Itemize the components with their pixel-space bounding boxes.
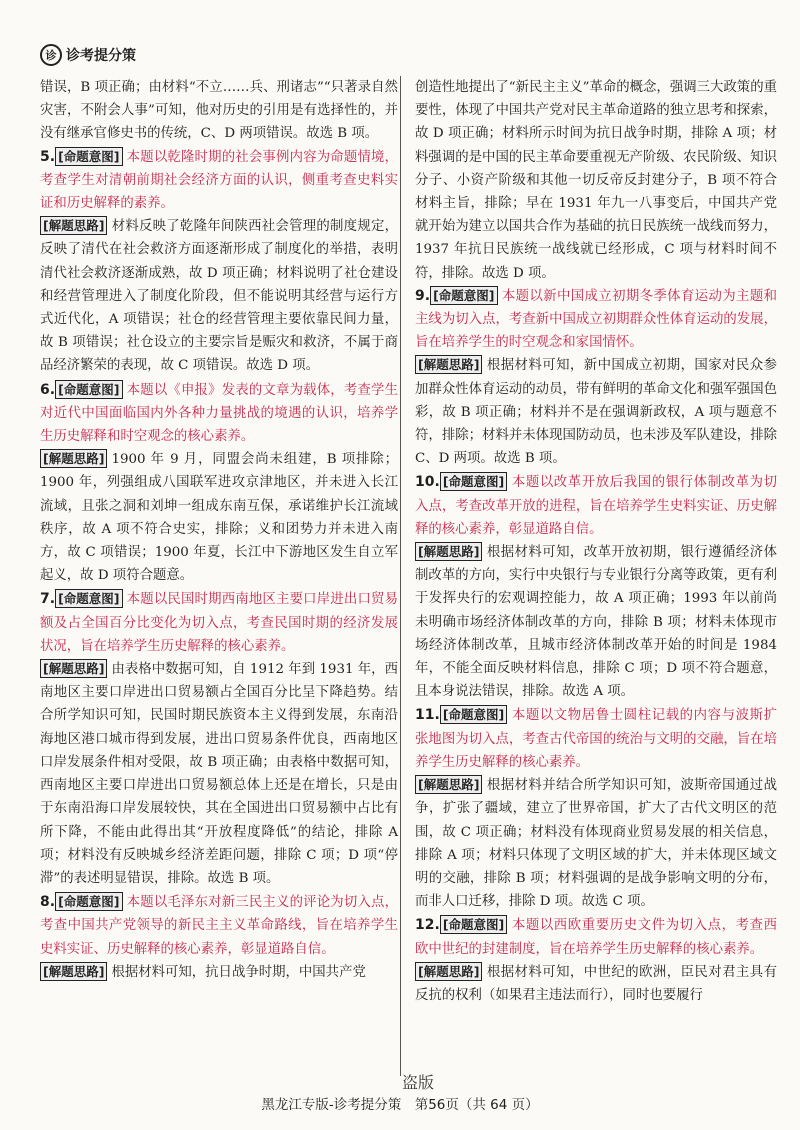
brand-logo-icon: 诊 [40, 44, 62, 66]
intent-paragraph [415, 285, 777, 355]
intent-text: 本题以乾隆时期的社会事例内容为命题情境，考查学生对清朝前期社会经济方面的认识，侧重考查史料实证和历史解释的素养。 [40, 149, 398, 212]
continued-paragraph: 创造性地提出了“新民主主义”革命的概念，强调三大政策的重要性，体现了中国共产党对民主革命道路的独立思考和探索，故 D 项正确；材料所示时间为抗日战争时期，排除 A 项；材料强调的是中国的民主革命要重视无产阶级、农民阶级、知识分子、小资产阶级和其他一切反帝反封建分子，B 项不符合材料主旨，排除；早在 1931 年九一八事变后，中国共产党就开始为建立以国共合作为基础的抗日民族统一战线而努力，1937 年抗日民族统一战线就已经形成，C 项与材料时间不符，排除。故选 D 项。 [415, 80, 777, 281]
intent-text: 本题以西欧重要历史文件为切入点，考查西欧中世纪的封建制度，旨在培养学生历史解释的核心素养。 [415, 918, 777, 957]
intent-tag: [命题意图] [55, 380, 122, 399]
approach-tag: [解题思路] [415, 962, 482, 981]
intent-tag: [命题意图] [430, 286, 497, 305]
right-column [415, 76, 777, 1008]
continued-paragraph: 错误，B 项正确；由材料“不立……兵、刑诸志”“只著录自然灾害，不附会人事”可知，他对历史的引用是有选择性的，并没有继承官修史书的传统，C、D 两项错误。故选 B 项。 [40, 80, 398, 142]
approach-paragraph [40, 215, 398, 377]
left-column [40, 76, 398, 985]
watermark-stamp: 盗版 [402, 1073, 435, 1092]
approach-text: 根据材料并结合所学知识可知，波斯帝国通过战争，扩张了疆域，建立了世界帝国，扩大了古代文明区的范围，故 C 项正确；材料没有体现商业贸易发展的相关信息，排除 A 项；材料只体现了文明区域的扩大，并未体现区域文明的交融，排除 B 项；材料强调的是战争影响文明的分布，而非人口迁移，排除 D 项。故选 C 项。 [415, 778, 777, 910]
intent-paragraph [40, 379, 398, 449]
left-items [40, 146, 398, 984]
question-explanation [415, 285, 777, 471]
right-items [415, 285, 777, 1007]
column-divider [400, 76, 401, 1076]
question-explanation [415, 704, 777, 913]
question-number: 6. [40, 381, 56, 398]
approach-paragraph [415, 961, 777, 1007]
approach-tag: [解题思路] [40, 659, 107, 678]
intent-tag: [命题意图] [55, 147, 122, 166]
approach-tag: [解题思路] [415, 355, 482, 374]
approach-tag: [解题思路] [40, 216, 107, 235]
approach-paragraph [415, 541, 777, 703]
question-number: 12. [415, 917, 440, 934]
question-number: 9. [415, 287, 431, 304]
approach-paragraph [40, 658, 398, 890]
intent-text: 本题以毛泽东对新三民主义的评论为切入点，考查中国共产党领导的新民主主义革命路线，旨在培养学生史料实证、历史解释的核心素养，彰显道路自信。 [40, 895, 398, 957]
intent-text: 本题以改革开放后我国的银行体制改革为切入点，考查改革开放的进程，旨在培养学生史料实证、历史解释的核心素养，彰显道路自信。 [415, 475, 777, 537]
approach-paragraph [415, 774, 777, 913]
question-number: 8. [40, 894, 56, 911]
page-header [40, 44, 136, 66]
approach-text: 根据材料可知，中世纪的欧洲，臣民对君主具有反抗的权利（如果君主违法而行），同时也要履行 [415, 964, 777, 1003]
intent-text: 本题以民国时期西南地区主要口岸进出口贸易额及占全国百分比变化为切入点，考查民国时期的经济发展状况，旨在培养学生历史解释的核心素养。 [40, 592, 398, 654]
intent-text: 本题以新中国成立初期冬季体育运动为主题和主线为切入点，考查新中国成立初期群众性体育运动的发展，旨在培养学生的时空观念和家国情怀。 [415, 288, 777, 351]
intent-tag: [命题意图] [440, 705, 507, 724]
page-footer: 黑龙江专版-诊考提分策 第56页（共 64 页） [261, 1097, 539, 1113]
approach-paragraph [40, 961, 398, 984]
question-explanation [40, 146, 398, 378]
intent-text: 本题以《申报》发表的文章为载体，考查学生对近代中国面临国内外各种力量挑战的境遇的认识，培养学生历史解释和时空观念的核心素养。 [40, 382, 398, 445]
approach-text: 根据材料可知，抗日战争时期，中国共产党 [111, 964, 366, 980]
question-explanation [40, 588, 398, 890]
intent-paragraph [40, 891, 398, 961]
brand-title: 诊考提分策 [66, 48, 136, 64]
approach-tag: [解题思路] [40, 449, 107, 468]
intent-paragraph [40, 588, 398, 658]
approach-text: 根据材料可知，改革开放初期，银行遵循经济体制改革的方向，实行中央银行与专业银行分离等政策，更有利于发挥央行的宏观调控能力，故 A 项正确；1993 年以前尚未明确市场经济体制改革的方向，排除 B 项；材料未体现市场经济体制改革，且城市经济体制改革开始的时间是 1984 年，不能全面反映材料信息，排除 C 项；D 项不符合题意，且本身说法错误，排除。故选 A 项。 [415, 545, 777, 700]
intent-paragraph [415, 704, 777, 774]
question-number: 10. [415, 474, 440, 491]
intent-paragraph [40, 146, 398, 216]
approach-tag: [解题思路] [415, 775, 482, 794]
question-explanation [40, 379, 398, 588]
intent-tag: [命题意图] [55, 589, 122, 608]
question-explanation [415, 914, 777, 1007]
approach-tag: [解题思路] [415, 542, 482, 561]
intent-paragraph [415, 914, 777, 960]
intent-paragraph [415, 471, 777, 541]
approach-text: 由表格中数据可知，自 1912 年到 1931 年，西南地区主要口岸进出口贸易额占全国百分比呈下降趋势。结合所学知识可知，民国时期民族资本主义得到发展，东南沿海地区港口城市得到发展，进出口贸易条件优良，西南地区口岸发展条件相对受限，故 B 项正确；由表格中数据可知，西南地区主要口岸进出口贸易额总体上还是在增长，只是由于东南沿海口岸发展较快，其在全国进出口贸易额中占比有所下降，不能由此得出其“开放程度降低”的结论，排除 A 项；材料没有反映城乡经济差距问题，排除 C 项；D 项“停滞”的表述明显错误，排除。故选 B 项。 [40, 662, 398, 886]
question-explanation [40, 891, 398, 984]
question-number: 5. [40, 148, 56, 165]
intent-tag: [命题意图] [440, 915, 507, 934]
approach-text: 材料反映了乾隆年间陕西社会管理的制度规定，反映了清代在社会救济方面逐渐形成了制度化的举措，表明清代社会救济逐渐成熟，故 D 项正确；材料说明了社仓建设和经营管理进入了制度化阶段，但不能说明其经营与运行方式近代化，A 项错误；社仓的经营管理主要依靠民间力量，故 B 项错误；社仓设立的主要宗旨是赈灾和救济，不属于商品经济繁荣的表现，故 C 项错误。故选 D 项。 [40, 219, 398, 374]
approach-tag: [解题思路] [40, 962, 107, 981]
approach-paragraph [415, 354, 777, 470]
question-explanation [415, 471, 777, 703]
approach-text: 1900 年 9 月，同盟会尚未组建，B 项排除；1900 年，列强组成八国联军进攻京津地区，并未进入长江流域，且张之洞和刘坤一组成东南互保，承诺维护长江流域秩序，故 A 项不符合史实，排除；义和团势力并未进入南方，故 C 项错误；1900 年夏，长江中下游地区发生自立军起义，故 D 项符合题意。 [40, 452, 398, 584]
intent-text: 本题以文物居鲁士圆柱记载的内容与波斯扩张地图为切入点，考查古代帝国的统治与文明的交融，旨在培养学生历史解释的核心素养。 [415, 708, 777, 770]
approach-paragraph [40, 448, 398, 587]
intent-tag: [命题意图] [440, 472, 507, 491]
approach-text: 根据材料可知，新中国成立初期，国家对民众参加群众性体育运动的动员，带有鲜明的革命文化和强军强国色彩，故 B 项正确；材料并不是在强调新政权，A 项与题意不符，排除；材料并未体现国防动员，也未涉及军队建设，排除 C、D 两项。故选 B 项。 [415, 358, 777, 467]
intent-tag: [命题意图] [55, 892, 122, 911]
question-number: 7. [40, 591, 56, 608]
question-number: 11. [415, 707, 440, 724]
